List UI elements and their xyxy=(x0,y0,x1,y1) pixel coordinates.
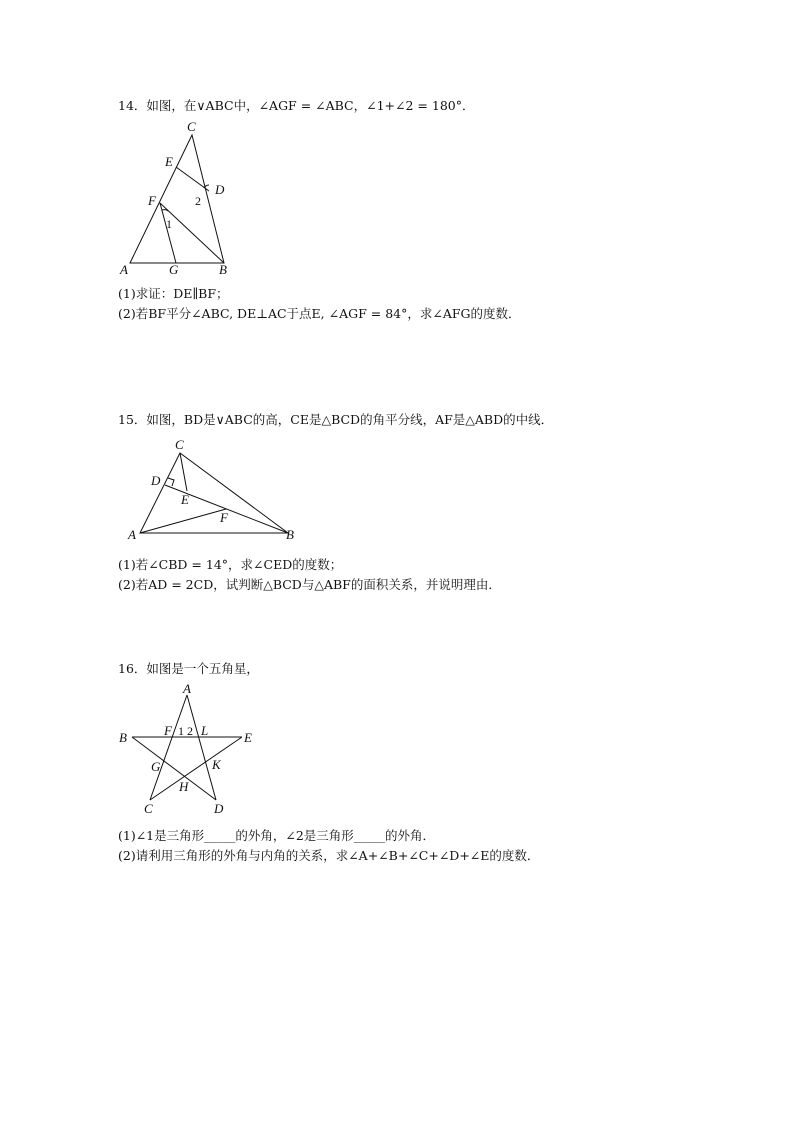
label-f: F xyxy=(148,193,156,208)
q15-figure xyxy=(120,435,310,550)
label-a: A xyxy=(183,681,191,696)
label-e: E xyxy=(181,492,189,507)
q14-stem: 14．如图，在∨ABC中，∠AGF = ∠ABC，∠1+∠2 = 180°． xyxy=(118,98,475,113)
triangle-abc xyxy=(130,135,224,263)
triangle-abc xyxy=(140,453,288,533)
label-c: C xyxy=(175,437,184,452)
label-1: 1 xyxy=(166,217,172,231)
segment-bd xyxy=(132,737,216,800)
q14-figure xyxy=(110,115,290,280)
angle-mark-f xyxy=(162,210,168,211)
label-k: K xyxy=(212,757,221,772)
label-e: E xyxy=(165,154,173,169)
label-b: B xyxy=(119,730,127,745)
label-d: D xyxy=(215,182,225,197)
q15-part1: (1)若∠CBD = 14°，求∠CED的度数； xyxy=(118,557,343,572)
segment-bf xyxy=(160,203,224,263)
q16-part2: (2)请利用三角形的外角与内角的关系，求∠A+∠B+∠C+∠D+∠E的度数． xyxy=(118,848,540,863)
label-1: 1 xyxy=(178,724,184,738)
label-c: C xyxy=(187,119,196,134)
segment-ce xyxy=(180,453,187,491)
segment-ec xyxy=(150,737,242,800)
segment-ad xyxy=(187,695,216,800)
right-angle-mark xyxy=(168,478,174,486)
label-f: F xyxy=(164,723,172,738)
q14-part1: (1)求证：DE∥BF； xyxy=(118,286,229,301)
label-g: G xyxy=(169,262,179,277)
label-b: B xyxy=(286,527,294,542)
label-2: 2 xyxy=(187,724,193,738)
label-c: C xyxy=(144,801,153,816)
q15-stem: 15．如图，BD是∨ABC的高，CE是△BCD的角平分线，AF是△ABD的中线． xyxy=(118,412,554,427)
q15-part2: (2)若AD = 2CD，试判断△BCD与△ABF的面积关系，并说明理由． xyxy=(118,577,501,592)
label-l: L xyxy=(201,723,209,738)
q16-part1: (1)∠1是三角形_____的外角，∠2是三角形_____的外角． xyxy=(118,828,436,843)
label-d: D xyxy=(151,473,161,488)
label-b: B xyxy=(219,262,227,277)
label-h: H xyxy=(179,779,189,794)
label-f: F xyxy=(220,510,228,525)
label-a: A xyxy=(120,262,128,277)
label-g: G xyxy=(151,759,161,774)
label-d: D xyxy=(214,801,224,816)
label-a: A xyxy=(128,527,136,542)
q16-figure xyxy=(112,680,262,820)
label-e: E xyxy=(244,730,252,745)
q14-part2: (2)若BF平分∠ABC, DE⊥AC于点E, ∠AGF = 84°，求∠AFG的度数． xyxy=(118,306,521,321)
label-2: 2 xyxy=(195,194,201,208)
segment-af xyxy=(140,509,226,533)
segment-fg xyxy=(160,203,176,263)
q16-stem: 16．如图是一个五角星， xyxy=(118,661,259,676)
